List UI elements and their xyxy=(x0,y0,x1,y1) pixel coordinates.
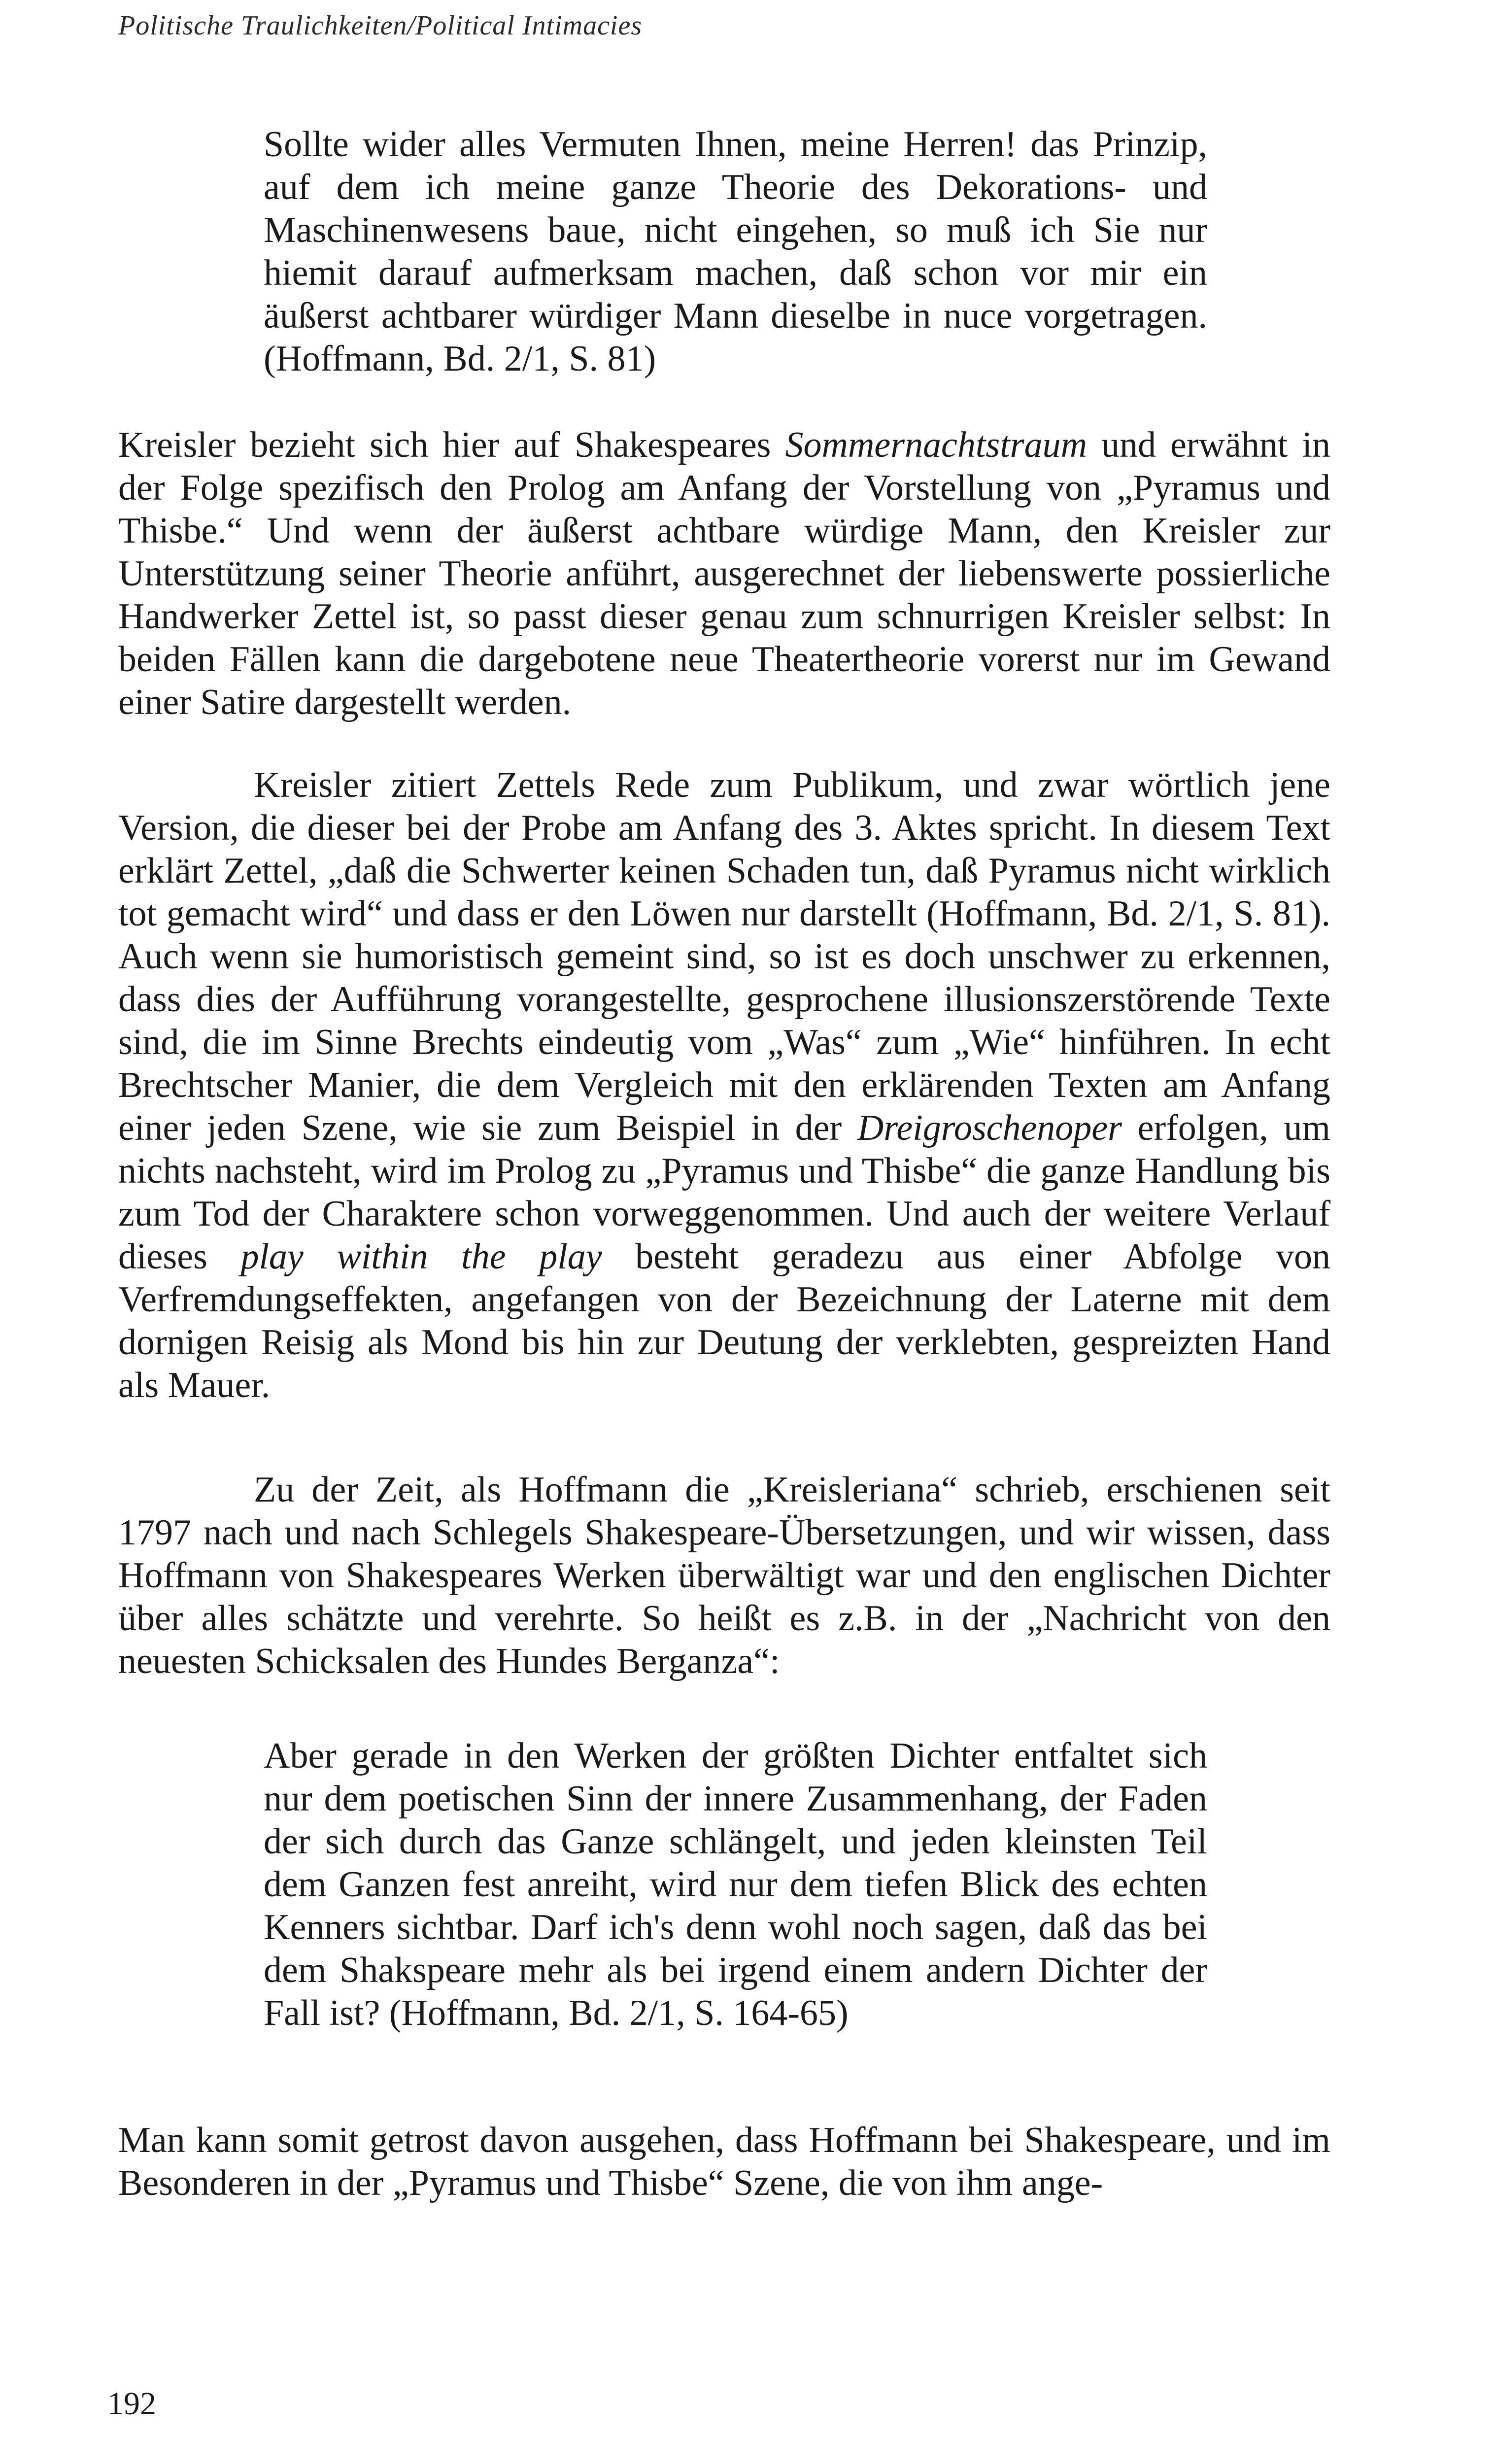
paragraph-2-text-a: Kreisler zitiert Zettels Rede zum Publikum, und zwar wörtlich jene Version, die dieser bei der Probe am Anfang des 3. Aktes spricht. In diesem Text erklärt Zettel, „daß die Schwerter keinen Schaden tun, daß Pyramus nicht wirklich tot gemacht wird“ und dass er den Löwen nur darstellt (Hoffmann, Bd. 2/1, S. 81). Auch wenn sie humoristisch gemeint sind, so ist es doch unschwer zu erkennen, dass dies der Aufführung vorangestellte, gesprochene illusionszerstörende Texte sind, die im Sinne Brechts eindeutig vom „Was“ zum „Wie“ hinführen. In echt Brechtscher Manier, die dem Vergleich mit den erklärenden Texten am Anfang einer jeden Szene, wie sie zum Beispiel in der xyxy=(118,765,1330,1148)
block-quote-1 xyxy=(264,123,1207,380)
paragraph-2-text-c: besteht geradezu aus einer Abfolge von Verfremdungseffekten, angefangen von der Bezeichnung der Laterne mit dem dornigen Reisig als Mond bis hin zur Deutung der verklebten, gespreizten Hand als Mauer. xyxy=(118,1236,1330,1405)
paragraph-4 xyxy=(118,2119,1330,2205)
title-sommernachtstraum: Sommernachtstraum xyxy=(785,425,1088,465)
block-quote-1-text: Sollte wider alles Vermuten Ihnen, meine Herren! das Prinzip, auf dem ich meine ganze Theorie des Dekorations- und Maschinenwesens baue, nicht eingehen, so muß ich Sie nur hiemit darauf aufmerksam machen, daß schon vor mir ein äußerst achtbarer würdiger Mann dieselbe in nuce vorgetragen. (Hoffmann, Bd. 2/1, S. 81) xyxy=(264,124,1207,379)
paragraph-3-text: Zu der Zeit, als Hoffmann die „Kreisleriana“ schrieb, erschienen seit 1797 nach und nach Schlegels Shakespeare-Übersetzungen, und wir wissen, dass Hoffmann von Shakespeares Werken überwältigt war und den englischen Dichter über alles schätzte und verehrte. So heißt es z.B. in der „Nachricht von den neuesten Schicksalen des Hundes Berganza“: xyxy=(118,1470,1330,1681)
paragraph-3 xyxy=(118,1469,1330,1683)
paragraph-1 xyxy=(118,424,1330,724)
running-header: Politische Traulichkeiten/Political Intimacies xyxy=(118,10,643,41)
title-dreigroschenoper: Dreigroschenoper xyxy=(857,1108,1122,1148)
paragraph-2 xyxy=(118,764,1330,1407)
italic-play-within-the-play: play within the play xyxy=(240,1236,602,1277)
block-quote-2-text: Aber gerade in den Werken der größten Dichter entfaltet sich nur dem poetischen Sinn der innere Zusammenhang, der Faden der sich durch das Ganze schlängelt, und jeden kleinsten Teil dem Ganzen fest anreiht, wird nur dem tiefen Blick des echten Kenners sichtbar. Darf ich's denn wohl noch sagen, daß das bei dem Shakspeare mehr als bei irgend einem andern Dichter der Fall ist? (Hoffmann, Bd. 2/1, S. 164-65) xyxy=(264,1736,1207,2033)
block-quote-2 xyxy=(264,1735,1207,2035)
paragraph-4-text: Man kann somit getrost davon ausgehen, dass Hoffmann bei Shakespeare, und im Besonderen in der „Pyramus und Thisbe“ Szene, die von ihm ange- xyxy=(118,2120,1330,2203)
paragraph-1-text-a: Kreisler bezieht sich hier auf Shakespeares xyxy=(118,425,785,465)
paragraph-2-text-b: erfolgen, um nichts nachsteht, wird im Prolog zu „Pyramus und Thisbe“ die ganze Handlung bis zum Tod der Charaktere schon vorweggenommen. Und auch der weitere Verlauf dieses xyxy=(118,1108,1330,1277)
page-number: 192 xyxy=(107,2386,156,2422)
paragraph-1-text-b: und erwähnt in der Folge spezifisch den Prolog am Anfang der Vorstellung von „Pyramus und Thisbe.“ Und wenn der äußerst achtbare würdige Mann, den Kreisler zur Unterstützung seiner Theorie anführt, ausgerechnet der liebenswerte possierliche Handwerker Zettel ist, so passt dieser genau zum schnurrigen Kreisler selbst: In beiden Fällen kann die dargebotene neue Theatertheorie vorerst nur im Gewand einer Satire dargestellt werden. xyxy=(118,425,1330,722)
